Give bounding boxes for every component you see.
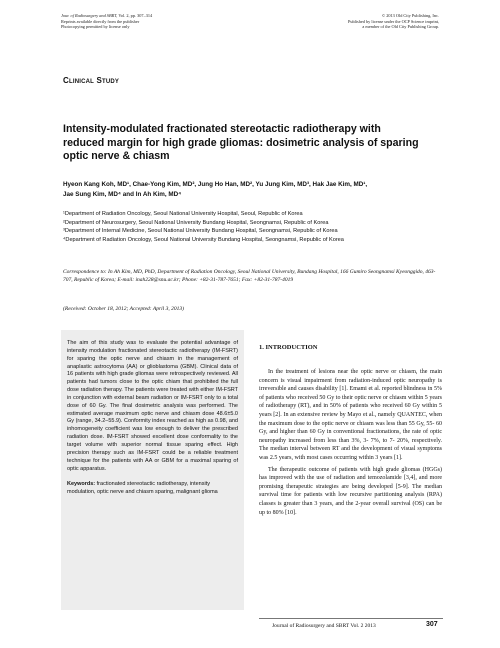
section-tag: Clinical Study (63, 76, 120, 85)
keywords-label: Keywords: (67, 481, 96, 488)
affiliation-1: ¹Department of Radiation Oncology, Seoul National University Hospital, Seoul, Republic of Korea (63, 211, 303, 217)
introduction-heading: 1. INTRODUCTION (259, 344, 318, 351)
introduction-body (259, 368, 442, 517)
reprint-note: Reprints available directly from the publisher (61, 18, 140, 24)
affiliation-4: ⁴Department of Radiation Oncology, Seoul National University Bundang Hospital, Seongnamsi, Republic of Korea (63, 236, 344, 243)
journal-issue: Vol. 2, pp. 307–314 (118, 13, 153, 18)
author-list (63, 180, 433, 200)
abstract-text: The aim of this study was to evaluate the potential advantage of intensity modulation fractionated stereotactic radiotherapy (IM-FSRT) for sparing the optic nerve and chiasm in the management of anaplastic astrocytoma (AA) or glioblastoma (GBM). Clinical data of 16 patients with high grade gliomas were retrospectively reviewed. All patients had tumors close to the optic chiam that prohibited the full dose radiation therapy. The patients were treated with either IM-FSRT in conjunction with external beam radiation or IM-FSRT only to a total dose of 60 Gy. The final dosimetric analysis was performed. The estimated average maximum optic nerve and chiasm dose 48.6±5.0 Gy (range, 34.2–55.9). Conformity index reached as high as 0.98, and inhomogeneity coefficient was low enough to deliver the prescribed radiation dose. IM-FSRT showed excellent dose conformality to the target volume with superior normal tissue sparing effect. High precision therapy such as IM-FSRT could be a reliable treatment technique for the patients with AA or GBM for a maximal sparing of optic apparatus. (67, 340, 238, 472)
footer-rule (259, 618, 443, 619)
publisher-line-1: Published by license under the OCP Science imprint, (347, 18, 439, 24)
journal-name: Jour. of Radiosurgery and SBRT, (61, 13, 118, 18)
footer-journal: Journal of Radiosurgery and SBRT Vol. 2 2013 (272, 623, 376, 629)
affiliations (63, 210, 443, 244)
copyright-line: © 2013 Old City Publishing, Inc. (381, 13, 439, 18)
received-accepted-dates: (Received: October 18, 2012; Accepted: April 3, 2013) (63, 306, 184, 312)
running-header-left (61, 13, 152, 30)
affiliation-2: ²Department of Neurosurgery, Seoul National University Bundang Hospital, Seongnamsi, Republic of Korea (63, 219, 329, 226)
correspondence: Correspondence to: In Ah Kim, MD, PhD, Department of Radiation Oncology, Seoul National University, Bundang Hospital, 166 Gumiro Seongnamsi Kyeonggido, 463-707, Republic of Korea; E-mail: inah228@snu.ac.kr; Phone: +82-31-787-7651; Fax: +82-31-787-4019 (63, 269, 436, 284)
publisher-line-2: a member of the Old City Publishing Group. (362, 24, 439, 30)
intro-paragraph-2: The therapeutic outcome of patients with high grade gliomas (HGGs) has improved with the use of radiation and temozolamide [3,4], and more promising therapeutic strategies are being developed [5-9]. The median survival time for patients with low recursive partitioning analysis (RPA) classes is greater than 3 years, and the 2-year overall survival (OS) can be up to 80% [10]. (259, 466, 442, 516)
running-header-right (348, 13, 439, 30)
author-line-1: Hyeon Kang Koh, MD¹, Chae-Yong Kim, MD², Jung Ho Han, MD², Yu Jung Kim, MD³, Hak Jae Kim, MD¹, (63, 181, 368, 188)
intro-paragraph-1: In the treatment of lesions near the optic nerve or chiasm, the main concern is visual impairment from radiation-induced optic neuropathy is irreversible and causes disability [1]. Emami et al. reported blindness in 5% of patients who received 50 Gy to their optic nerve or chiasm within 5 years of radiotherapy (RT), and in 50% of patients who received 60 Gy within 5 years [2]. In an extensive review by Mayo et al., namely QUANTEC, when the maximum dose to the optic nerve or chiasm was less than 55 Gy, 55- 60 Gy, and higher than 60 Gy in conventional fractionations, the rate of optic neuropathy increased from less than 3%, 3- 7%, to 7- 20%, respectively. The median interval between RT and the development of visual symptoms was 2.5 years, with most cases occurring within 3 years [1]. (259, 369, 442, 461)
paper-title: Intensity-modulated fractionated stereotactic radiotherapy with reduced margin for high grade gliomas: dosimetric analysis of sparing optic nerve & chiasm (63, 123, 419, 163)
keywords (67, 481, 238, 497)
author-line-2: Jae Sung Kim, MD⁴ and In Ah Kim, MD⁴ (63, 191, 182, 198)
keywords-text: fractionated stereotactic radiotherapy, intensity modulation, optic nerve and chiasm sparing, malignant glioma (67, 481, 218, 496)
photocopy-note: Photocopying permitted by license only (61, 24, 130, 30)
page-number: 307 (426, 621, 438, 628)
affiliation-3: ³Department of Internal Medicine, Seoul National University Bundang Hospital, Seongnamsi, Republic of Korea (63, 228, 338, 235)
abstract-box (61, 330, 244, 610)
